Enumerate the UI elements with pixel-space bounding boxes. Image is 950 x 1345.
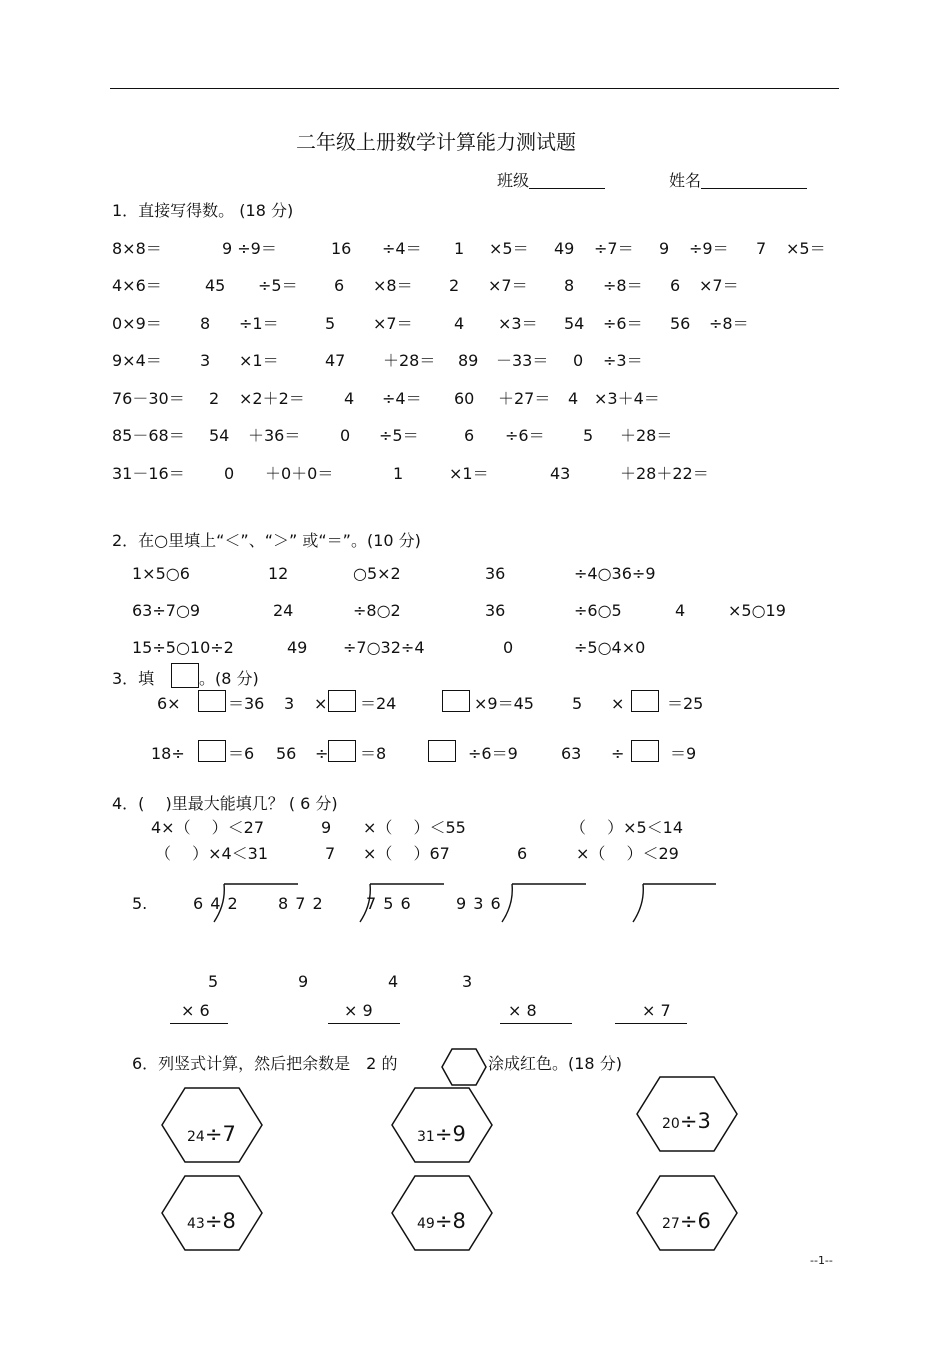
s3-text: ×9＝45 [474,694,534,713]
s2-item: ÷7○32÷4 [343,638,425,657]
s1-item: 5 [325,314,336,333]
mult-underline [500,1023,572,1024]
mult-underline [170,1023,228,1024]
s1-item: 1 [454,239,465,258]
s2-item: ÷5○4×0 [574,638,646,657]
s2-item: 4 [675,601,686,620]
s1-item: 85－68＝ [112,426,185,445]
s1-item: 6 [334,276,345,295]
s4-item: ×（ ）＜55 [363,818,466,837]
s2-item: ○5×2 [353,564,401,583]
s1-item: 54 [209,426,230,445]
s1-item: 4 [454,314,465,333]
s1-item: ×7＝ [488,276,528,295]
s3-text: × [314,694,328,713]
s2-item: 63÷7○9 [132,601,201,620]
hexagon-label: 31÷9 [417,1122,466,1146]
s1-item: 5 [583,426,594,445]
s1-item: ×7＝ [699,276,739,295]
s1-item: ÷9＝ [689,239,729,258]
s3-text: 3 [284,694,295,713]
mult-underline [328,1023,400,1024]
s3-text: ＝36 [228,694,265,713]
mult-bottom: × 9 [344,1001,373,1020]
hexagon-label: 27÷6 [662,1209,711,1233]
s1-item: ×3＋4＝ [594,389,660,408]
s1-item: －33＝ [496,351,549,370]
s2-item: 36 [485,564,506,583]
mult-top: 3 [462,972,473,991]
s1-item: 9 [659,239,670,258]
s4-item: （ ）×5＜14 [570,818,684,837]
section-3-heading-post: 。(8 分) [199,669,259,688]
s3-text: 56 [276,744,297,763]
s3-text: ＝8 [360,744,387,763]
mult-top: 9 [298,972,309,991]
s1-item: ÷4＝ [382,239,422,258]
s1-item: ÷5＝ [258,276,298,295]
mult-top: 4 [388,972,399,991]
s1-item: ×3＝ [498,314,538,333]
s1-item: ÷8＝ [709,314,749,333]
s4-item: ×（ ）67 [363,844,450,863]
section-6-heading-post: 涂成红色。(18 分) [488,1054,622,1073]
s4-item: 7 [325,844,336,863]
s3-text: ÷ [611,744,625,763]
section-1-heading: 1．直接写得数。 (18 分) [112,201,294,220]
heading-hexagon-icon [441,1048,487,1086]
s1-item: 1 [393,464,404,483]
s1-item: ÷1＝ [239,314,279,333]
s1-item: ＋27＝ [498,389,551,408]
s1-item: 6 [464,426,475,445]
s1-item: 60 [454,389,475,408]
hexagon-label: 49÷8 [417,1209,466,1233]
s3-text: ÷6＝9 [468,744,518,763]
s1-item: ×2＋2＝ [239,389,305,408]
mult-underline [615,1023,687,1024]
s1-item: 31－16＝ [112,464,185,483]
s1-item: 2 [209,389,220,408]
s1-item: 8 [564,276,575,295]
s3-text: 18÷ [151,744,185,763]
hexagon-label: 24÷7 [187,1122,236,1146]
s1-item: 49 [554,239,575,258]
s4-item: 9 [321,818,332,837]
s1-item: 89 [458,351,479,370]
s1-item: 43 [550,464,571,483]
hexagon-label: 20÷3 [662,1109,711,1133]
s4-item: 4×（ ）＜27 [151,818,265,837]
mult-top: 5 [208,972,219,991]
long-division-problem: 7 5 6 [366,894,412,913]
s1-item: 16 [331,239,352,258]
s3-text: × [611,694,625,713]
s3-text: 5 [572,694,583,713]
s2-item: 1×5○6 [132,564,190,583]
s1-item: 0 [340,426,351,445]
name-label: 姓名 [669,171,702,190]
s3-text: ＝9 [670,744,697,763]
s1-item: ×1＝ [449,464,489,483]
section-5-label: 5. [132,894,148,913]
s2-item: ×5○19 [728,601,786,620]
s4-item: 6 [517,844,528,863]
mult-bottom: × 6 [181,1001,210,1020]
s1-item: 0 [224,464,235,483]
long-division-problem: 8 7 2 [278,894,324,913]
s1-item: 8×8＝ [112,239,162,258]
s1-item: ÷6＝ [505,426,545,445]
s1-item: 4 [344,389,355,408]
s2-item: 49 [287,638,308,657]
s2-item: 15÷5○10÷2 [132,638,234,657]
s1-item: ÷3＝ [603,351,643,370]
s1-item: 3 [200,351,211,370]
s1-item: ÷8＝ [603,276,643,295]
s1-item: 9×4＝ [112,351,162,370]
s1-item: 47 [325,351,346,370]
mult-bottom: × 7 [642,1001,671,1020]
page-number: --1-- [810,1254,833,1267]
s3-text: 63 [561,744,582,763]
mult-bottom: × 8 [508,1001,537,1020]
s1-item: ＋36＝ [248,426,301,445]
s1-item: ×7＝ [373,314,413,333]
s1-item: ÷6＝ [603,314,643,333]
s1-item: 9 ÷9＝ [222,239,277,258]
s1-item: ＋28＝ [620,426,673,445]
s1-item: 45 [205,276,226,295]
s1-item: 76－30＝ [112,389,185,408]
s1-item: 0 [573,351,584,370]
s1-item: 2 [449,276,460,295]
section-6-heading-pre: 6．列竖式计算，然后把余数是 2 的 [132,1054,398,1073]
s1-item: 0×9＝ [112,314,162,333]
s1-item: ×8＝ [373,276,413,295]
long-division-problem: 9 3 6 [456,894,502,913]
s1-item: 54 [564,314,585,333]
section-2-heading: 2．在○里填上“＜”、“＞” 或“＝”。(10 分) [112,531,421,550]
s2-item: 24 [273,601,294,620]
s1-item: ÷5＝ [379,426,419,445]
s1-item: ＋28＋22＝ [620,464,709,483]
s1-item: 4×6＝ [112,276,162,295]
s1-item: ＋0＋0＝ [265,464,334,483]
s3-text: ＝25 [667,694,704,713]
hexagon-label: 43÷8 [187,1209,236,1233]
s1-item: ÷7＝ [594,239,634,258]
s1-item: ×1＝ [239,351,279,370]
s3-text: ＝6 [228,744,255,763]
section-4-heading: 4．( )里最大能填几？ ( 6 分) [112,794,338,813]
s2-item: 12 [268,564,289,583]
s3-text: ＝24 [360,694,397,713]
s3-text: ÷ [315,744,329,763]
s2-item: ÷6○5 [574,601,622,620]
s1-item: 6 [670,276,681,295]
s4-item: （ ）×4＜31 [155,844,269,863]
page-title: 二年级上册数学计算能力测试题 [296,130,576,154]
s1-item: ×5＝ [489,239,529,258]
s2-item: ÷8○2 [353,601,401,620]
s1-item: 7 [756,239,767,258]
section-3-heading-pre: 3．填 [112,669,155,688]
s1-item: ×5＝ [786,239,826,258]
s1-item: ÷4＝ [382,389,422,408]
s1-item: 4 [568,389,579,408]
class-label: 班级 [497,171,530,190]
s2-item: ÷4○36÷9 [574,564,656,583]
s3-text: 6× [157,694,181,713]
s4-item: ×（ ）＜29 [576,844,679,863]
s1-item: ＋28＝ [383,351,436,370]
s1-item: 8 [200,314,211,333]
long-division-problem: 6 4 2 [193,894,239,913]
s2-item: 36 [485,601,506,620]
s1-item: 56 [670,314,691,333]
s2-item: 0 [503,638,514,657]
